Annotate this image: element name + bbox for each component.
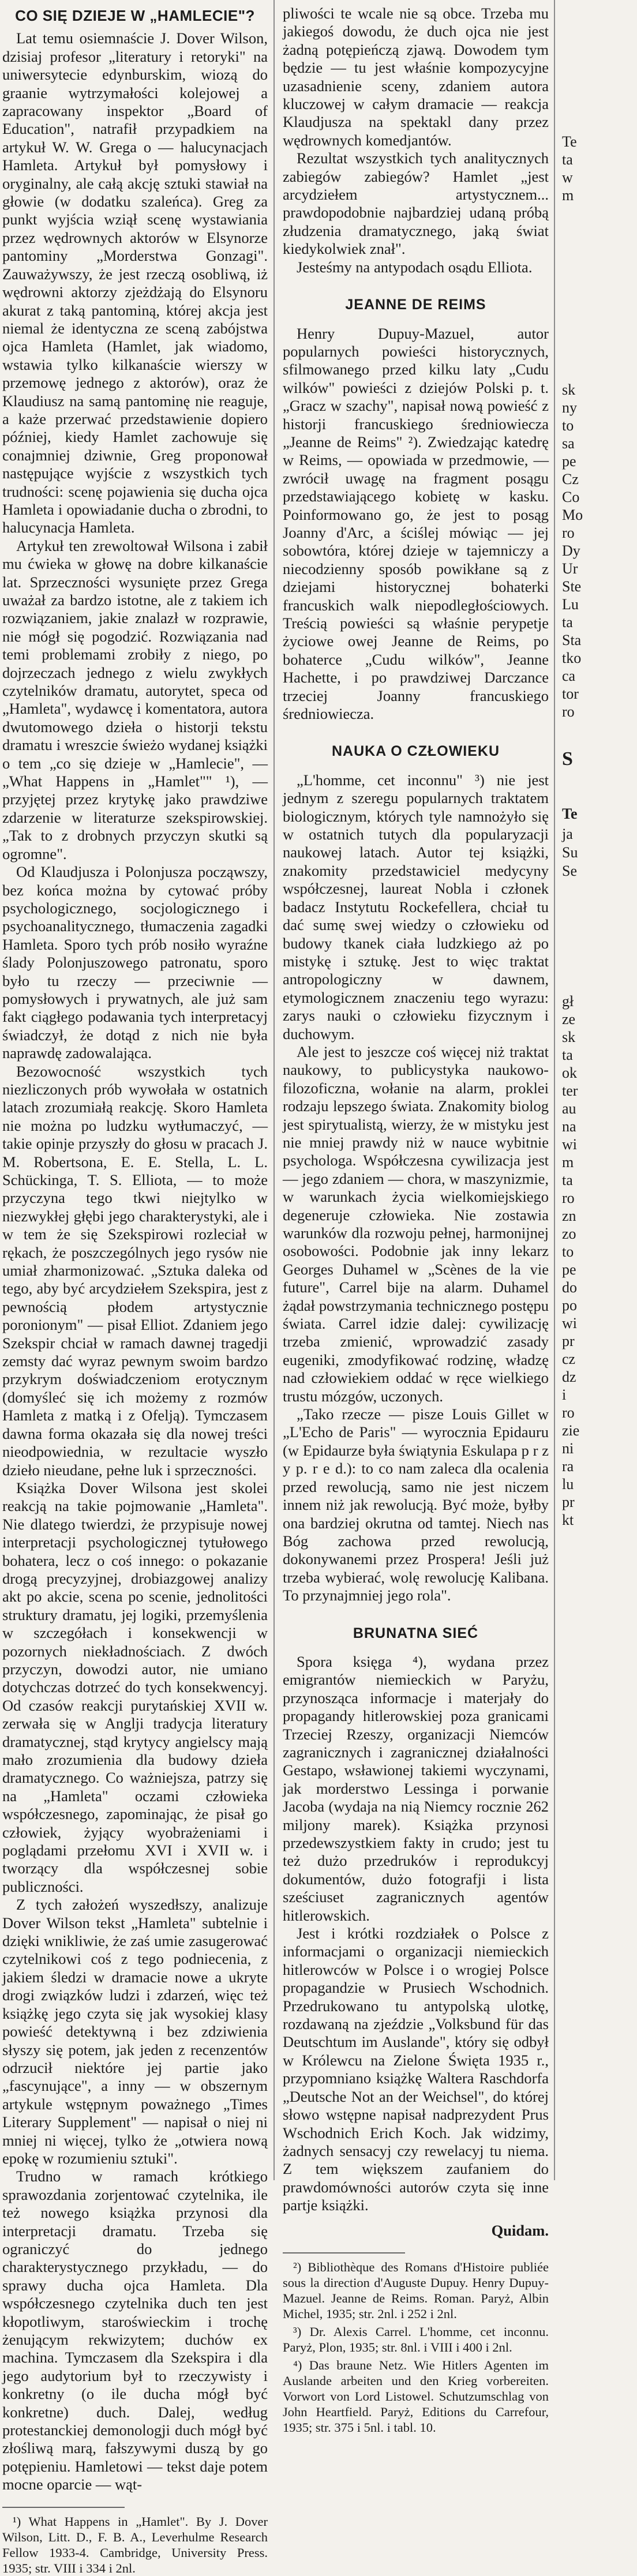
footnote-divider <box>2 2507 125 2508</box>
nauka-paragraph: Ale jest to jeszcze coś więcej niż traktat naukowy, to publicystyka naukowo-filozoficzna, wołanie na alarm, proklei rodzaju lepszego świata. Znakomity biolog jest spirytualistą, wierzy, że w mistyku jest nie mniej prawdy niż w nauce wybitnie psychologa. Współczesna cywilizacja jest — jego zdaniem — chora, w maszynizmie, w warunkach życia wielkomiejskiego degeneruje człowieka. Nie zostawia warunków dla rozwoju pełnej, harmonijnej osobowości. Podobnie jak inny lekarz Georges Duhamel w „Scènes de la vie future", Carrel bije na alarm. Duhamel żądał powstrzymania technicznego postępu świata. Carrel idzie dalej: cywilizację trzeba zmienić, wprowadzić zasady eugeniki, zmodyfikować rodzinę, władzę nad człowiekiem oddać w ręce wielkiego trustu mózgów, uczonych. <box>283 1043 549 1405</box>
edge-text-fragment: dz <box>562 1368 576 1385</box>
footnote-divider <box>283 2252 405 2253</box>
hamlet-continuation-paragraph: pliwości te wcale nie są obce. Trzeba mu jakiegoś dowodu, że duch ojca nie jest żadną potępieńczą zjawą. Dowodem tym będzie — tu jest właśnie kompozycyjne uzasadnienie sceny, zdaniem autora kluczowej w całym dramacie — reakcja Klaudjusza na spektakl dany przez wędrownych komedjantów. <box>283 5 549 149</box>
clipped-edge-column <box>557 0 623 2180</box>
article-title-nauka: NAUKA O CZŁOWIEKU <box>331 743 500 760</box>
edge-text-fragment: ze <box>562 1011 576 1028</box>
edge-text-fragment: zie <box>562 1422 580 1439</box>
hamlet-paragraph: Artykuł ten zrewoltował Wilsona i zabił mu ćwieka w głowę na dobre kilkanaście lat. Sprzeczności wysunięte przez Grega uważał za bardzo istotne, ale z takiem ich rozwiązaniem, jakie znalazł w rozprawie, nie mógł się pogodzić. Rozwiązania nad temi problemami zrobiły z niego, po dojrzeczach jednego z wielu zwykłych czytelników dramatu, autorytet, speca od „Hamleta", wydawcę i komentatora, autora dwutomowego dzieła o historji tekstu dramatu i wreszcie świeżo wydanej książki o tem „co się dzieje w „Hamlecie", — „What Happens in „Hamlet"" ¹), — przyjętej przez krytykę jako prawdziwe zdarzenie w literaturze szekspirowskiej. „Tak to z drobnych przyczyn skutki są ogromne". <box>2 537 268 863</box>
footnote-hamlet: ¹) What Happens in „Hamlet". By J. Dover Wilson, Litt. D., F. B. A., Leverhulme Research Fellow 1933-4. Cambridge, University Press. 1935; str. VIII i 334 i 2nl. <box>2 2514 268 2575</box>
edge-text-fragment: lu <box>562 1476 574 1493</box>
edge-text-fragment: na <box>562 1118 576 1135</box>
article-title-hamlet: CO SIĘ DZIEJE W „HAMLECIE"? <box>15 7 255 24</box>
edge-text-fragment: wi <box>562 1136 577 1153</box>
edge-text-fragment: zn <box>562 1208 576 1224</box>
jeanne-paragraph: Henry Dupuy-Mazuel, autor popularnych powieści historycznych, sfilmowanego przed kilku laty „Cudu wilków" powieści z dziejów Polski p. t. „Gracz w szachy", napisał nową powieść z historji francuskiego średniowiecza „Jeanne de Reims" ²). Zwiedzając katedrę w Reims, — opowiada w przedmowie, — zwrócił uwagę na fragment posągu przedstawiającego kobietę w kasku. Poinformowano go, że jest to posąg Joanny d'Arc, a ściślej mówiąc — jej sobowtóra, której dzieje w tajemniczy a niecodzienny sposób powikłane są z dziejami historycznej bohaterki francuskich walk niepodległościowych. Treścią powieści są właśnie perypetje życiowe owej Jeanne de Reims, po bohaterce „Cudu wilków", Jeanne Hachette, i po prawdziwej Darczance trzeciej Joanny francuskiego średniowiecza. <box>283 324 549 723</box>
edge-text-fragment: Ste <box>562 578 582 595</box>
edge-text-fragment: Lu <box>562 596 579 613</box>
column-rule <box>273 0 275 2180</box>
edge-text-fragment: pe <box>562 1261 576 1278</box>
edge-text-fragment: Ur <box>562 560 578 577</box>
hamlet-continuation-paragraph: Jesteśmy na antypodach osądu Elliota. <box>297 258 533 276</box>
edge-text-fragment: kt <box>562 1512 574 1528</box>
edge-text-fragment: to <box>562 417 574 434</box>
edge-text-fragment: i <box>562 1386 567 1403</box>
author-signature: Quidam. <box>491 2221 549 2239</box>
hamlet-paragraph: Z tych założeń wyszedłszy, analizuje Dover Wilson tekst „Hamleta" subtelnie i dzięki wnikliwie, że zaś umie zasugerować czytelnikowi coś z tego podniecenia, z jakiem śledzi w dramacie nowe a ukryte drogi związków ludzi i zdarzeń, więc też książkę jego czyta się jak wysokiej klasy powieść detektywną i bez zdziwienia słyszy się potem, jak jeden z recenzentów odrzucił niektóre jej partie jako „fascynujące", a inny — w obszernym artykule wstępnym poważnego „Times Literary Supplement" — napisał o niej ni mniej ni więcej, tylko że „otwiera nową epokę w rozumieniu sztuki". <box>2 1896 268 2167</box>
article-title-jeanne: JEANNE DE REIMS <box>345 297 486 313</box>
edge-text-fragment: to <box>562 1243 574 1260</box>
brunatna-paragraph: Spora księga ⁴), wydana przez emigrantów niemieckich w Paryżu, przynosząca informacje i materjały do propagandy hitlerowskiej poza granicami Trzeciej Rzeszy, organizacji Niemców zagranicznych i zagranicznej działalności Gestapo, wsławionej takiemi wyczynami, jak morderstwo Lessinga i porwanie Jacoba (wydaja na nią Niemcy rocznie 262 miljony marek). Książka przynosi przedewszystkiem fakty in crudo; jest tu też dużo przedruków i reprodukcyj dokumentów, dużo fotografji i lista sześciuset zagranicznych agentów hitlerowskich. <box>283 1652 549 1924</box>
hamlet-continuation-paragraph: Rezultat wszystkich tych analitycznych zabiegów zabiegów? Hamlet „jest arcydziełem artystycznem... prawdopodobnie najbardziej udaną próbą złudzenia dramatycznego, jaką świat kiedykolwiek znał". <box>283 149 549 258</box>
edge-text-fragment: ta <box>562 1172 573 1188</box>
edge-text-fragment: Mo <box>562 507 583 523</box>
edge-text-fragment: m <box>562 1154 574 1171</box>
edge-text-fragment: Cz <box>562 471 579 488</box>
brunatna-paragraph: Jest i krótki rozdziałek o Polsce z informacjami o organizacji niemieckich hitlerowców w Polsce i o wrogiej Polsce propagandzie w Prusiech Wschodnich. Przedrukowano tu antypolską ulotkę, rozdawaną na zjeździe „Volksbund für das Deutschtum im Auslande", który się odbył w Królewcu na Zielone Święta 1935 r., przypomniano książkę Waltera Raschdorfa „Deutsche Not an der Weichsel", do której słowo wstępne napisał nadprezydent Prus Wschodnich Erich Koch. Jak widzimy, żadnych sensacyj czy rewelacyj tu niema. Z tem większem zaufaniem do prawdomówności autorów czyta się inne partje książki. <box>283 1925 549 2214</box>
edge-text-fragment: sk <box>562 381 576 398</box>
edge-text-fragment: au <box>562 1100 576 1117</box>
edge-text-fragment: ta <box>562 614 573 631</box>
edge-text-fragment: zo <box>562 1225 576 1242</box>
edge-text-fragment: ra <box>562 1458 574 1475</box>
edge-text-fragment: pr <box>562 1494 575 1510</box>
edge-text-fragment: ro <box>562 1404 575 1421</box>
edge-text-fragment: Dy <box>562 542 580 559</box>
article-title-brunatna: BRUNATNA SIEĆ <box>353 1625 479 1641</box>
edge-text-fragment: do <box>562 1279 577 1296</box>
edge-text-fragment: ter <box>562 1082 578 1099</box>
edge-text-fragment: w <box>562 169 573 186</box>
edge-text-fragment: Se <box>562 863 577 879</box>
footnote-carrel: ³) Dr. Alexis Carrel. L'homme, cet inconnu. Paryż, Plon, 1935; str. 8nl. i VIII i 400 i 2nl. <box>283 2324 549 2354</box>
edge-text-fragment: ro <box>562 524 575 541</box>
nauka-paragraph: „L'homme, cet inconnu" ³) nie jest jednym z szeregu popularnych traktatem biologicznym, których tyle namnożyło się w ostatnich tutych dla popularyzacji naukowej latach. Autor tej książki, znakomity przedstawiciel medycyny współczesnej, laureat Nobla i członek badacz Instytutu Rockefellera, chciał tu dać sumę swej wiedzy o człowieku od budowy tkanek ciała ludzkiego aż po mistykę i sztukę. Jest to więc traktat antropologiczny w dawnem, etymologicznem znaczeniu tego wyrazu: zarys nauki o człowieku fizycznym i duchowym. <box>283 771 549 1043</box>
edge-text-fragment: pe <box>562 453 576 470</box>
edge-text-fragment: sa <box>562 435 575 452</box>
edge-text-fragment: ro <box>562 703 575 720</box>
hamlet-paragraph: Od Klaudjusza i Polonjusza począwszy, bez końca można by cytować próby psychologicznego, socjologicznego i psychoanalitycznego, tłumaczenia zagadki Hamleta. Sporo tych prób nosiło wyraźne ślady Polonjuszowego patronatu, sporo było tu rzeczy — przeciwnie — pomysłowych i prywatnych, ale już sam fakt ciągłego podawania tych interpretacyj świadczył, że dotąd z nich nie była naprawdę zadowalająca. <box>2 863 268 1062</box>
right-column <box>279 0 552 2435</box>
edge-text-fragment: ro <box>562 1190 575 1206</box>
edge-text-fragment: ca <box>562 668 576 684</box>
edge-text-fragment: Sta <box>562 632 582 648</box>
column-rule <box>554 0 555 2180</box>
edge-text-fragment: gł <box>562 993 574 1010</box>
edge-text-fragment: ni <box>562 1440 574 1457</box>
edge-text-fragment: m <box>562 187 574 204</box>
edge-text-fragment: ja <box>562 826 573 842</box>
edge-text-fragment: Su <box>562 844 578 861</box>
hamlet-paragraph: Lat temu osiemnaście J. Dover Wilson, dzisiaj profesor „literatury i retoryki" na uniwersytecie edynburskim, wiozą do graanie wytrzymałości kolejowej a zapracowany inspektor „Board of Education", natrafił przypadkiem na artykuł W. W. Grega o — halucynacjach Hamleta. Artykuł był pomysłowy i oryginalny, ale całą akcję sztuki stawiał na głowie (w dodatku szaleńca). Greg za punkt wyjścia wziął scenę wystawiania przez wędrownych aktorów w Elsynorze pantominy „Morderstwa Gonzagi". Zauważywszy, że jest rzeczą osobliwą, iż wędrowni aktorzy zjeżdżają do Elsynoru akurat z taką pantominą, której akcja jest niemal że identyczna ze sceną zabójstwa ojca Hamleta (Hamlet, jak wiadomo, wstawia tylko kilkanaście wierszy w przemowę jednego z aktorów), oraz że Klaudiusz na samą pantominę nie reaguje, a każe przerwać przedstawienie dopiero później, kiedy Hamlet zachowuje się conajmniej dziwnie, Greg proponował następujące wyjście z wszystkich tych trudności: scenę pojawienia się ducha ojca Hamleta i opowiadanie ducha o zbrodni, to halucynacja Hamleta. <box>2 29 268 537</box>
nauka-paragraph: „Tako rzecze — pisze Louis Gillet w „L'Echo de Paris" — wyrocznia Epidauru (w Epidaurze była świątynia Eskulapa p r z y p. r e d.): to co nam zaleca dla ocalenia przed rewolucją, samo nie jest niczem innem niż jak rewolucją. Być może, byłby ona bardziej okrutna od tamtej. Niech nas Bóg zachowa przed rewolucją, dokonywanemi przez Prospera! Jeśli już trzeba wybierać, wolę rewolucję Kalibana. To przynajmniej jego rola". <box>283 1405 549 1604</box>
left-column <box>0 0 271 2575</box>
edge-text-fragment: tor <box>562 685 579 702</box>
edge-text-fragment: sk <box>562 1029 576 1045</box>
edge-text-fragment: Te <box>562 805 578 822</box>
edge-text-fragment: tko <box>562 650 582 666</box>
edge-text-fragment: ta <box>562 151 573 168</box>
edge-text-fragment: wi <box>562 1315 577 1332</box>
edge-text-fragment: pr <box>562 1333 575 1349</box>
edge-text-fragment: ta <box>562 1047 573 1063</box>
edge-text-fragment: ny <box>562 399 577 416</box>
edge-text-fragment: ok <box>562 1064 577 1081</box>
footnote-braune-netz: ⁴) Das braune Netz. Wie Hitlers Agenten im Auslande arbeiten und den Krieg vorbereiten. Vorwort von Lord Listowel. Schutzumschlag von John Heartfield. Paryż, Editions du Carrefour, 1935; str. 375 i 5nl. i tabl. 10. <box>283 2357 549 2435</box>
edge-text-fragment: S <box>562 748 573 770</box>
edge-text-fragment: po <box>562 1297 577 1314</box>
edge-text-fragment: Te <box>562 133 577 150</box>
hamlet-paragraph: Bezowocność wszystkich tych niezliczonych prób wywołała w ostatnich latach zrozumiałą reakcję. Skoro Hamleta nie można po ludzku wytłumaczyć, — takie opinje przyszły do głosu w pracach J. M. Robertsona, E. E. Stella, L. L. Schückinga, T. S. Elliota, — to może przyczyna tego tkwi niejtylko w niezwykłej głębi jego charakterystyki, ale i w tem że się Szekspirowi rozleciał w rękach, że poszczególnych jego rysów nie umiał zharmonizować. „Sztuka daleka od tego, aby być arcydziełem Szekspira, jest z pewnością płodem artystycznie poronionym" — pisał Elliot. Zdaniem jego Szekspir chciał w ramach dawnej tragedji zemsty dać wyraz pewnym swoim bardzo przykrym doświadczeniom erotycznym (domyśleć się ich możemy z rozmów Hamleta z matką i z Ofelją). Tymczasem dawna forma okazała się dla nowej treści nieodpowiednia, w rezultacie wyszło dzieło nieudane, pełne luk i sprzeczności. <box>2 1062 268 1479</box>
hamlet-paragraph: Trudno w ramach krótkiego sprawozdania zorjentować czytelnika, ile też nowego książka przynosi dla interpretacji dramatu. Trzeba się ograniczyć do jednego charakterystycznego przykładu, — do sprawy ducha ojca Hamleta. Dla współczesnego czytelnika duch ten jest kłopotliwym, staroświeckim i trochę żenującym rekwizytem; duchów ex machina. Tymczasem dla Szekspira i dla jego audytorium był to rzeczywisty i konkretny (o ile ducha mógł być konkretne) duch. Dalej, według protestanckiej demonologji duch mógł być złośliwą marą, fałszywymi duszą by go potępieniu. Hamletowi — tekst daje potem mocne oparcie — wąt- <box>2 2168 268 2493</box>
hamlet-paragraph: Książka Dover Wilsona jest skolei reakcją na takie pojmowanie „Hamleta". Nie dlatego twierdzi, że przypisuje nowej interpretacji psychologicznej tytułowego bohatera, lecz o coś innego: o pokazanie drogą precyzyjnej, drobiazgowej analizy akt po akcie, scena po scenie, jednolitości struktury dramatu, jej logiki, przemyślenia w szczegółach i konsekwencji w pozornych niekładnościach. Z dwóch przyczyn, dowodzi autor, nie umiano dotychczas dotrzeć do tych konsekwencyj. Od czasów reakcji purytańskiej XVII w. zerwała się w Anglji tradycja literatury dramatycznej, stąd krytycy angielscy mają mało zrozumienia dla budowy dzieła dramatycznego. Co ważniejsza, patrzy się na „Hamleta" oczami człowieka współczesnego, zapominając, że pisał go człowiek, żyjący wyobrażeniami i poglądami przełomu XVI i XVII w. i tworzący dla współczesnej sobie publiczności. <box>2 1479 268 1895</box>
edge-text-fragment: cz <box>562 1351 576 1367</box>
footnote-jeanne: ²) Bibliothèque des Romans d'Histoire publiée sous la direction d'Auguste Dupuy. Henry Dupuy-Mazuel. Jeanne de Reims. Roman. Paryż, Albin Michel, 1935; str. 2nl. i 252 i 2nl. <box>283 2259 549 2321</box>
edge-text-fragment: Co <box>562 489 580 505</box>
